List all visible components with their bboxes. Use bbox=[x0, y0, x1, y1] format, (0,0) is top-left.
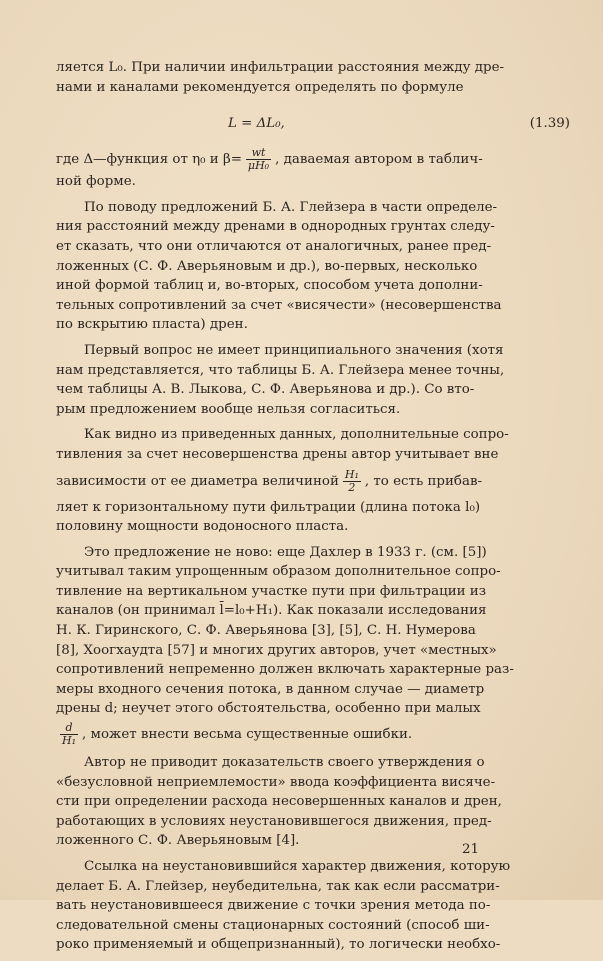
body-text bbox=[56, 58, 570, 961]
text-fragment: , может внести весьма существенные ошибки. bbox=[82, 727, 413, 743]
text-line-with-fraction bbox=[56, 469, 570, 494]
text-line: ляется L₀. При наличии инфильтрации расстояния между дре- bbox=[56, 60, 505, 75]
fraction-beta bbox=[246, 147, 271, 172]
text-line: работающих в условиях неустановившегося движения, пред- bbox=[56, 813, 492, 829]
text-line: нам представляется, что таблицы Б. А. Глейзера менее точны, bbox=[56, 362, 505, 378]
fraction-h1-over-2 bbox=[343, 469, 361, 494]
text-fragment: где Δ—функция от η₀ и β= bbox=[56, 152, 242, 168]
formula-expression: L = ΔL₀, bbox=[228, 116, 285, 132]
fraction-d-over-h1 bbox=[60, 722, 78, 747]
text-fragment: , то есть прибав- bbox=[364, 473, 483, 489]
text-line: роко применяемый и общепризнанный), то логически необхо- bbox=[56, 937, 501, 953]
text-line: вать неустановившееся движение с точки зрения метода по- bbox=[56, 898, 491, 914]
text-line: тельных сопротивлений за счет «висячести» (несовершенства bbox=[56, 297, 502, 313]
text-line: Автор не приводит доказательств своего утверждения о bbox=[84, 755, 485, 771]
formula-number: (1.39) bbox=[529, 116, 570, 132]
text-line: иной формой таблиц и, во-вторых, способом учета дополни- bbox=[56, 278, 483, 294]
paragraph-1 bbox=[56, 147, 570, 192]
paragraph-4 bbox=[56, 425, 570, 536]
paragraph-6 bbox=[56, 753, 570, 851]
text-line: чем таблицы А. В. Лыкова, С. Ф. Аверьянова и др.). Со вто- bbox=[56, 382, 475, 398]
text-line: ляет к горизонтальному пути фильтрации (длина потока l₀) bbox=[56, 499, 481, 515]
text-line: «безусловной неприемлемости» ввода коэффициента висяче- bbox=[56, 774, 496, 790]
fraction-denominator: H₁ bbox=[62, 734, 77, 748]
text-line: ложенного С. Ф. Аверьяновым [4]. bbox=[56, 833, 300, 849]
page-number: 21 bbox=[462, 842, 480, 857]
text-fragment: , даваемая автором в таблич- bbox=[275, 152, 483, 168]
text-line: делает Б. А. Глейзер, неубедительна, так как если рассматри- bbox=[56, 878, 500, 894]
text-line: тивления за счет несовершенства дрены автор учитывает вне bbox=[56, 446, 499, 462]
text-line: учитывал таким упрощенным образом дополнительное сопро- bbox=[56, 564, 501, 580]
text-line: каналов (он принимал l̄=l₀+H₁). Как показали исследования bbox=[56, 603, 487, 619]
text-line: Первый вопрос не имеет принципиального значения (хотя bbox=[84, 342, 504, 358]
text-line: ет сказать, что они отличаются от аналогичных, ранее пред- bbox=[56, 238, 492, 254]
text-line: по вскрытию пласта) дрен. bbox=[56, 317, 248, 333]
text-line: Это предложение не ново: еще Дахлер в 1933 г. (см. [5]) bbox=[84, 544, 487, 560]
text-line: ложенных (С. Ф. Аверьяновым и др.), во-первых, несколько bbox=[56, 258, 478, 274]
text-line: ния расстояний между дренами в однородных грунтах следу- bbox=[56, 219, 495, 235]
text-line: сти при определении расхода несовершенных каналов и дрен, bbox=[56, 794, 502, 810]
text-line: ной форме. bbox=[56, 174, 136, 190]
text-line: нами и каналами рекомендуется определять по формуле bbox=[56, 79, 464, 95]
text-line: сопротивлений непременно должен включать характерные раз- bbox=[56, 662, 514, 678]
fraction-numerator: d bbox=[60, 722, 78, 735]
fraction-denominator: 2 bbox=[348, 480, 356, 494]
text-line: тивление на вертикальном участке пути при фильтрации из bbox=[56, 583, 487, 599]
text-line: Как видно из приведенных данных, дополнительные сопро- bbox=[84, 427, 509, 443]
fraction-numerator: wt bbox=[246, 147, 271, 160]
formula-1-39 bbox=[56, 109, 570, 139]
text-line: Ссылка на неустановившийся характер движения, которую bbox=[84, 859, 511, 874]
paragraph-3 bbox=[56, 341, 570, 419]
text-line: следовательной смены стационарных состояний (способ ши- bbox=[56, 917, 490, 933]
fraction-denominator: μH₀ bbox=[247, 159, 270, 173]
text-line: Н. К. Гиринского, С. Ф. Аверьянова [3], [5], С. Н. Нумерова bbox=[56, 623, 476, 639]
text-line: половину мощности водоносного пласта. bbox=[56, 519, 349, 535]
text-line: По поводу предложений Б. А. Глейзера в части определе- bbox=[84, 199, 498, 215]
paragraph-0 bbox=[56, 58, 570, 97]
text-fragment: зависимости от ее диаметра величиной bbox=[56, 473, 339, 489]
fraction-numerator: H₁ bbox=[344, 467, 359, 481]
text-line-with-fraction bbox=[56, 147, 570, 172]
text-line-with-fraction bbox=[56, 722, 570, 747]
text-line: дрены d; неучет этого обстоятельства, особенно при малых bbox=[56, 701, 481, 717]
text-line: меры входного сечения потока, в данном случае — диаметр bbox=[56, 681, 485, 697]
paragraph-2 bbox=[56, 198, 570, 335]
text-line: [8], Хоогхаудта [57] и многих других авторов, учет «местных» bbox=[56, 642, 497, 658]
text-line: рым предложением вообще нельзя согласиться. bbox=[56, 401, 401, 417]
paragraph-5 bbox=[56, 543, 570, 747]
paragraph-7 bbox=[56, 857, 570, 955]
